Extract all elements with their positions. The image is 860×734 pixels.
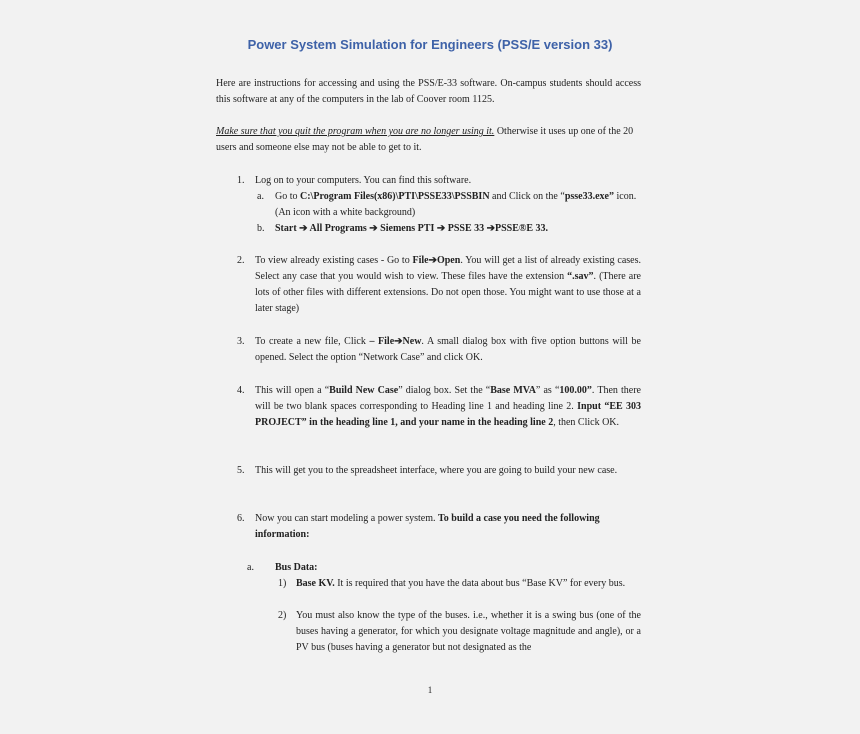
step-1a-number: a. (257, 191, 264, 202)
step-3-post: . A small dialog box with five option buttons will be opened. Select the option “Network Case” and click OK. (255, 336, 641, 363)
bus-item-1-bold: Base KV. (296, 578, 335, 589)
step-4-p2: ” dialog box. Set the “ (398, 385, 491, 396)
bus-data-number: a. (247, 562, 254, 573)
step-1a-pre: Go to (275, 191, 300, 202)
step-1b-content: Start ➔ All Programs ➔ Siemens PTI ➔ PSSE 33 ➔PSSE®E 33. (275, 223, 549, 234)
step-3-pre: To create a new file, Click (255, 336, 370, 347)
page-number: 1 (427, 685, 433, 695)
bus-item-2-number: 2) (278, 610, 287, 621)
step-4-p5: , then Click OK. (553, 417, 620, 428)
warning-italic: Make sure that you quit the program when you are no longer using it. (216, 126, 495, 137)
step-5-content: This will get you to the spreadsheet interface, where you are going to build your new case. (255, 465, 618, 476)
step-3-bold: – File➔New (369, 336, 422, 347)
step-5-text (255, 463, 641, 479)
step-2-mid: . You will get a list of already existing cases. Select any case that you would wish to view. These files have the extension (255, 255, 641, 282)
step-2-text (255, 253, 641, 317)
step-4-b4: Input “EE 303 PROJECT” in the heading line 1, and your name in the heading line 2 (255, 401, 641, 428)
bus-data-title: Bus Data: (275, 562, 318, 573)
step-1a-exe: psse33.exe” (564, 191, 614, 202)
intro-text: Here are instructions for accessing and using the PSS/E-33 software. On-campus students should access this software at any of the computers in the lab of Coover room 1125. (216, 78, 641, 105)
step-4-b3: 100.00” (559, 385, 592, 396)
warning-paragraph (216, 124, 641, 156)
bus-item-1-number: 1) (278, 578, 287, 589)
step-3-number: 3. (237, 336, 245, 347)
bus-item-2-content: You must also know the type of the buses. i.e., whether it is a swing bus (one of the buses having a generator, for which you designate voltage magnitude and angle), or a PV bus (buses having a generator but not designated as the (296, 610, 641, 653)
step-2-bold: File➔Open (412, 255, 461, 266)
step-1-text (255, 173, 641, 189)
step-1b-text (275, 221, 645, 237)
step-6-number: 6. (237, 513, 245, 524)
step-1b-number: b. (257, 223, 265, 234)
step-4-b1: Build New Case (329, 385, 399, 396)
step-6-bold: To build a case you need the following information: (255, 513, 600, 540)
step-4-number: 4. (237, 385, 245, 396)
step-4-b2: Base MVA (490, 385, 536, 396)
bus-item-1-content: It is required that you have the data about bus “Base KV” for every bus. (334, 578, 626, 589)
bus-item-1-text (296, 576, 641, 592)
step-2-pre: To view already existing cases - Go to (255, 255, 413, 266)
step-2-number: 2. (237, 255, 245, 266)
step-6-text (255, 511, 641, 543)
step-4-p3: ” as “ (535, 385, 560, 396)
step-1a-mid: and Click on the “ (489, 191, 565, 202)
step-2-ext: “.sav” (567, 271, 594, 282)
step-1a-path: C:\Program Files(x86)\PTI\PSSE33\PSSBIN (300, 191, 490, 202)
warning-text: Otherwise it uses up one of the 20 users and someone else may not be able to get to it. (216, 126, 634, 153)
step-1a-text (275, 189, 645, 221)
step-4-p4: . Then there will be two blank spaces corresponding to Heading line 1 and heading line 2. (255, 385, 641, 412)
bus-item-2-text (296, 608, 641, 656)
step-6-pre: Now you can start modeling a power system. (255, 513, 439, 524)
document-title: Power System Simulation for Engineers (PSS/E version 33) (247, 37, 613, 52)
step-1a-post: icon. (An icon with a white background) (275, 191, 637, 218)
step-1-number: 1. (237, 175, 245, 186)
intro-paragraph (216, 76, 641, 108)
step-4-text (255, 383, 641, 431)
step-4-p1: This will open a “ (255, 385, 330, 396)
step-5-number: 5. (237, 465, 245, 476)
step-1-content: Log on to your computers. You can find this software. (255, 175, 472, 186)
step-2-post: . (There are lots of other files with different extensions. Do not open those. You might want to use those at a later stage) (255, 271, 641, 314)
step-3-text (255, 334, 641, 366)
